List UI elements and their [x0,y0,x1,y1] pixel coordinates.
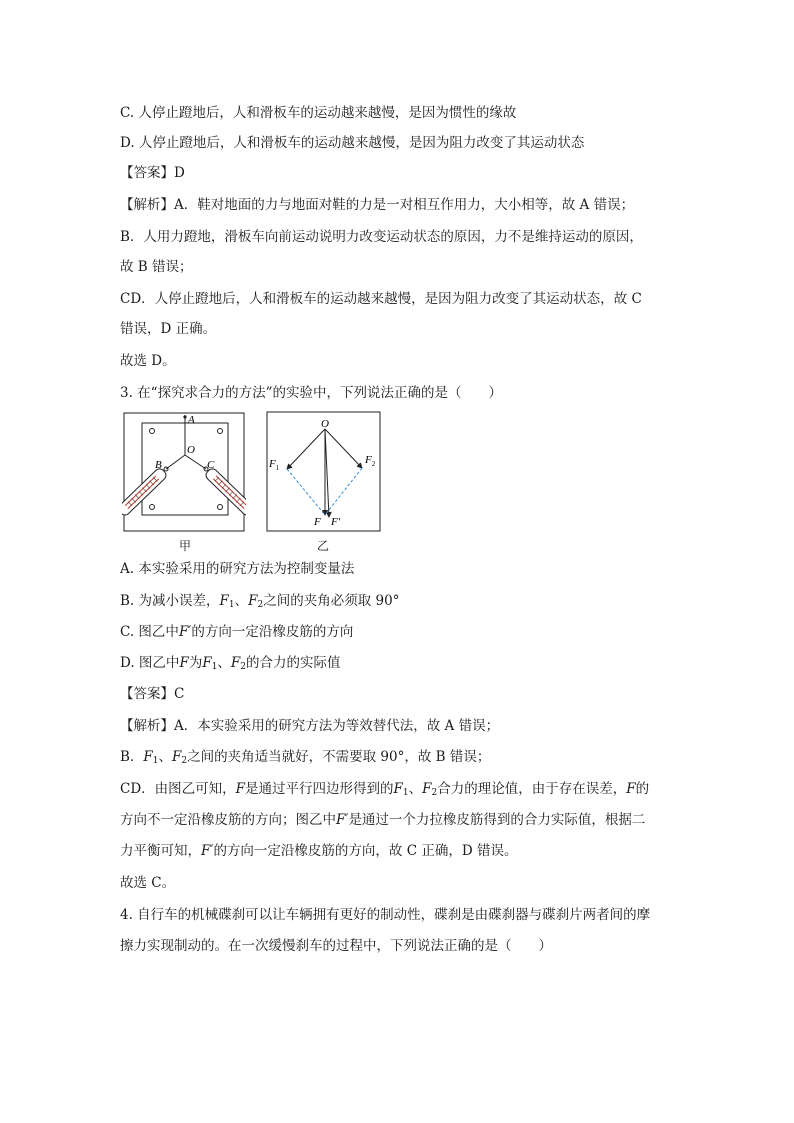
symbol-f2: F [230,655,241,671]
label-f-prime: F′ [331,516,341,528]
symbol-f: F [179,655,189,671]
q3-option-c [120,623,353,641]
label-c: C [207,459,215,471]
subscript: 2 [431,788,438,798]
vector-f2 [325,429,362,468]
symbol-f: F [235,781,246,797]
spring-scale-c [204,467,246,523]
answer-value: C [174,686,185,702]
q2-option-d: D. 人停止蹬地后，人和滑板车的运动越来越慢，是因为阻力改变了其运动状态 [120,135,585,151]
analysis-tag: 【解析】 [120,718,174,734]
q2-analysis-a [120,196,634,214]
label-f2: $F_2$ [365,454,376,468]
subscript: 2 [240,662,247,672]
option-text: 的合力的实际值 [246,655,341,671]
separator: 、 [158,749,173,765]
analysis-text: 合力的理论值，由于存在误差， [437,781,627,797]
symbol-f1: F [393,781,403,797]
analysis-text: B． [120,749,144,765]
label-b: B [155,459,162,471]
q3-analysis-a [120,717,499,735]
subscript: 1 [228,600,235,610]
label-f1: $F_1$ [269,458,280,472]
q2-analysis-b1: B．人用力蹬地，滑板车向前运动说明力改变运动状态的原因，力不是维持运动的原因， [120,229,643,245]
caption-jia: 甲 [178,539,191,553]
pin-icon [150,505,155,510]
q3-analysis-b [120,748,490,770]
answer-tag: 【答案】 [120,165,174,181]
symbol-f1: F [143,749,153,765]
symbol-f-prime: F′ [201,843,214,859]
parallelogram-edge [287,469,325,515]
q4-stem-line2: 擦力实现制动的。在一次缓慢刹车的过程中，下列说法正确的是（ ） [120,938,552,954]
symbol-f1: F [219,593,229,609]
q2-conclusion: 故选 D。 [120,353,176,369]
label-a: A [188,414,195,426]
option-text: B. 为减小误差， [120,593,220,609]
pin-icon [218,429,223,434]
analysis-text: 的 [635,781,650,797]
analysis-text: 的方向一定沿橡皮筋的方向，故 C 正确，D 错误。 [213,843,518,859]
analysis-text: 是通过平行四边形得到的 [245,781,394,797]
option-text: C. 图乙中 [120,624,179,640]
analysis-text: 之间的夹角适当就好，不需要取 90°，故 B 错误； [187,749,491,765]
q2-option-c: C. 人停止蹬地后，人和滑板车的运动越来越慢，是因为惯性的缘故 [120,105,517,121]
parallelogram-edge [325,468,362,515]
pin-icon [218,505,223,510]
q3-analysis-cd2 [120,811,645,829]
symbol-f2: F [172,749,182,765]
symbol-f-prime: F′ [336,812,349,828]
q2-analysis-cd2: 错误，D 正确。 [120,321,217,337]
option-text: D. 图乙中 [120,655,180,671]
q3-option-d [120,654,341,676]
figure-yi [266,411,382,533]
q3-stem: 3. 在“探究求合力的方法”的实验中，下列说法正确的是（ ） [120,385,502,401]
subscript: 2 [257,600,264,610]
analysis-text: CD．由图乙可知， [120,781,236,797]
point-a-icon [183,415,186,418]
q4-stem-line1: 4. 自行车的机械碟刹可以让车辆拥有更好的制动性，碟刹是由碟刹器与碟刹片两者间的摩 [120,907,651,923]
spring-scale-b [122,467,168,523]
vector-f-prime [325,429,329,517]
label-o: O [187,444,195,456]
symbol-f1: F [202,655,212,671]
analysis-text: A．鞋对地面的力与地面对鞋的力是一对相互作用力，大小相等，故 A 错误； [174,197,635,213]
analysis-tag: 【解析】 [120,197,174,213]
q2-answer [120,164,185,182]
subscript: 1 [152,756,159,766]
symbol-f-prime: F′ [178,624,192,640]
analysis-text: 方向不一定沿橡皮筋的方向；图乙中 [120,812,336,828]
separator: 、 [234,593,249,609]
q2-analysis-cd1: CD．人停止蹬地后，人和滑板车的运动越来越慢，是因为阻力改变了其运动状态，故 C [120,291,642,307]
label-o: O [321,418,329,430]
option-text: 为 [188,655,203,671]
q3-conclusion: 故选 C。 [120,875,176,891]
symbol-f2: F [422,781,432,797]
q2-analysis-b2: 故 B 错误； [120,259,193,275]
label-f: F [314,516,321,528]
separator: 、 [408,781,423,797]
vector-f1 [287,429,325,469]
q3-analysis-cd1 [120,780,649,802]
answer-tag: 【答案】 [120,686,174,702]
subscript: 2 [181,756,188,766]
caption-yi: 乙 [316,539,329,553]
separator: 、 [217,655,231,671]
q3-option-a: A. 本实验采用的研究方法为控制变量法 [120,561,355,577]
subscript: 1 [402,788,409,798]
option-text: 之间的夹角必须取 90° [263,593,400,609]
analysis-text: A．本实验采用的研究方法为等效替代法，故 A 错误； [174,718,500,734]
symbol-f2: F [248,593,258,609]
option-text: 的方向一定沿橡皮筋的方向 [191,624,354,640]
answer-value: D [174,165,185,181]
string-ob [166,455,185,469]
subscript: 1 [211,662,218,672]
pin-icon [150,429,155,434]
analysis-text: 力平衡可知， [120,843,201,859]
analysis-text: 是通过一个力拉橡皮筋得到的合力实际值，根据二 [348,812,646,828]
q3-answer [120,685,184,703]
q3-analysis-cd3 [120,842,517,860]
symbol-f: F [626,781,636,797]
figure-jia [122,411,246,533]
q3-option-b [120,592,399,614]
string-oc [185,455,206,469]
